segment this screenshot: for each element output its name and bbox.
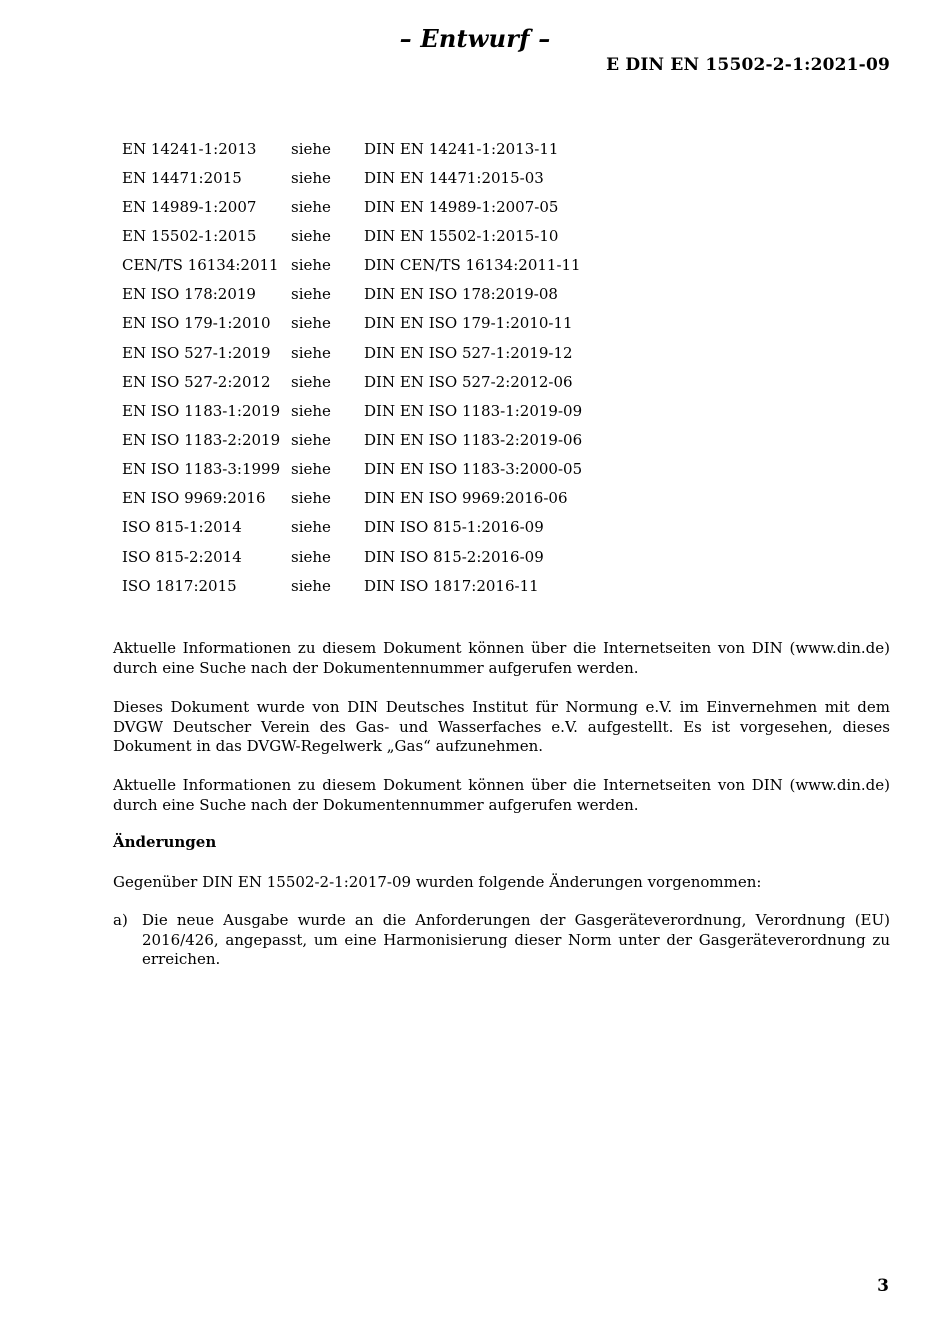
reference-row xyxy=(122,455,582,484)
reference-relation: siehe xyxy=(291,197,331,216)
reference-source: EN ISO 179-1:2010 xyxy=(122,314,271,333)
reference-source: EN ISO 9969:2016 xyxy=(122,489,266,508)
reference-source: EN 14989-1:2007 xyxy=(122,197,257,216)
dvgw-paragraph-text: Dieses Dokument wurde von DIN Deutsches Institut für Normung e.V. im Einvernehmen mit dem DVGW Deutscher Verein des Gas- und Wasserfaches e.V. aufgestellt. Es ist vorgesehen, dieses Dokument in das DVGW-Regelwerk „Gas“ aufzunehmen. xyxy=(113,698,890,755)
reference-relation: siehe xyxy=(291,430,331,449)
reference-source: EN ISO 527-2:2012 xyxy=(122,372,271,391)
reference-source: ISO 1817:2015 xyxy=(122,576,237,595)
reference-source: EN ISO 178:2019 xyxy=(122,285,256,304)
changes-heading: Änderungen xyxy=(113,833,217,851)
reference-source: EN 15502-1:2015 xyxy=(122,226,257,245)
reference-source: EN ISO 1183-2:2019 xyxy=(122,430,281,449)
info-paragraph-1 xyxy=(113,639,890,678)
reference-relation: siehe xyxy=(291,518,331,537)
reference-table-body xyxy=(122,134,582,600)
reference-row xyxy=(122,542,582,571)
reference-source: EN 14471:2015 xyxy=(122,168,242,187)
reference-relation: siehe xyxy=(291,256,331,275)
reference-relation: siehe xyxy=(291,139,331,158)
reference-relation: siehe xyxy=(291,489,331,508)
dvgw-paragraph xyxy=(113,698,890,757)
reference-row xyxy=(122,134,582,163)
reference-relation: siehe xyxy=(291,285,331,304)
reference-target: DIN EN 14241-1:2013-11 xyxy=(364,139,559,158)
reference-relation: siehe xyxy=(291,372,331,391)
reference-target: DIN EN 14471:2015-03 xyxy=(364,168,544,187)
reference-relation: siehe xyxy=(291,314,331,333)
reference-row xyxy=(122,280,582,309)
changes-intro xyxy=(113,873,890,893)
changes-intro-text: Gegenüber DIN EN 15502-2-1:2017-09 wurden folgende Änderungen vorgenommen: xyxy=(113,873,762,891)
reference-source: CEN/TS 16134:2011 xyxy=(122,256,279,275)
reference-source: EN ISO 1183-1:2019 xyxy=(122,401,281,420)
reference-row xyxy=(122,484,582,513)
reference-target: DIN EN ISO 179-1:2010-11 xyxy=(364,314,573,333)
reference-row xyxy=(122,338,582,367)
info-paragraph-2 xyxy=(113,776,890,815)
reference-target: DIN EN 14989-1:2007-05 xyxy=(364,197,559,216)
reference-relation: siehe xyxy=(291,168,331,187)
reference-target: DIN EN ISO 1183-2:2019-06 xyxy=(364,430,583,449)
reference-row xyxy=(122,425,582,454)
reference-row xyxy=(122,221,582,250)
reference-target: DIN ISO 815-2:2016-09 xyxy=(364,547,544,566)
reference-relation: siehe xyxy=(291,547,331,566)
reference-target: DIN EN ISO 178:2019-08 xyxy=(364,285,558,304)
page-number: 3 xyxy=(877,1276,889,1296)
reference-relation: siehe xyxy=(291,576,331,595)
reference-target: DIN EN ISO 527-2:2012-06 xyxy=(364,372,573,391)
reference-target: DIN CEN/TS 16134:2011-11 xyxy=(364,256,581,275)
reference-relation: siehe xyxy=(291,343,331,362)
changes-list-item xyxy=(113,911,890,970)
reference-source: EN 14241-1:2013 xyxy=(122,139,257,158)
reference-target: DIN EN ISO 1183-3:2000-05 xyxy=(364,460,583,479)
document-id: E DIN EN 15502-2-1:2021-09 xyxy=(606,55,890,75)
reference-row xyxy=(122,251,582,280)
reference-source: EN ISO 527-1:2019 xyxy=(122,343,271,362)
reference-source: EN ISO 1183-3:1999 xyxy=(122,460,281,479)
reference-row xyxy=(122,571,582,600)
reference-row xyxy=(122,192,582,221)
reference-row xyxy=(122,163,582,192)
reference-target: DIN ISO 815-1:2016-09 xyxy=(364,518,544,537)
reference-relation: siehe xyxy=(291,401,331,420)
reference-source: ISO 815-1:2014 xyxy=(122,518,242,537)
reference-target: DIN EN ISO 527-1:2019-12 xyxy=(364,343,573,362)
reference-target: DIN EN ISO 1183-1:2019-09 xyxy=(364,401,583,420)
list-marker: a) xyxy=(113,911,128,929)
info-paragraph-1-text: Aktuelle Informationen zu diesem Dokument können über die Internetseiten von DIN (www.din.de) durch eine Suche nach der Dokumentennummer aufgerufen werden. xyxy=(113,639,890,677)
reference-row xyxy=(122,367,582,396)
reference-target: DIN EN ISO 9969:2016-06 xyxy=(364,489,568,508)
reference-target: DIN ISO 1817:2016-11 xyxy=(364,576,539,595)
reference-row xyxy=(122,309,582,338)
reference-row xyxy=(122,513,582,542)
draft-title: – Entwurf – xyxy=(399,24,551,53)
list-item-text: Die neue Ausgabe wurde an die Anforderungen der Gasgeräteverordnung, Verordnung (EU) 2016/426, angepasst, um eine Harmonisierung dieser Norm unter der Gasgeräteverordnung zu erreichen. xyxy=(142,911,890,968)
reference-relation: siehe xyxy=(291,460,331,479)
reference-source: ISO 815-2:2014 xyxy=(122,547,242,566)
info-paragraph-2-text: Aktuelle Informationen zu diesem Dokument können über die Internetseiten von DIN (www.din.de) durch eine Suche nach der Dokumentennummer aufgerufen werden. xyxy=(113,776,890,814)
reference-row xyxy=(122,396,582,425)
reference-target: DIN EN 15502-1:2015-10 xyxy=(364,226,559,245)
reference-relation: siehe xyxy=(291,226,331,245)
reference-table xyxy=(122,134,582,600)
